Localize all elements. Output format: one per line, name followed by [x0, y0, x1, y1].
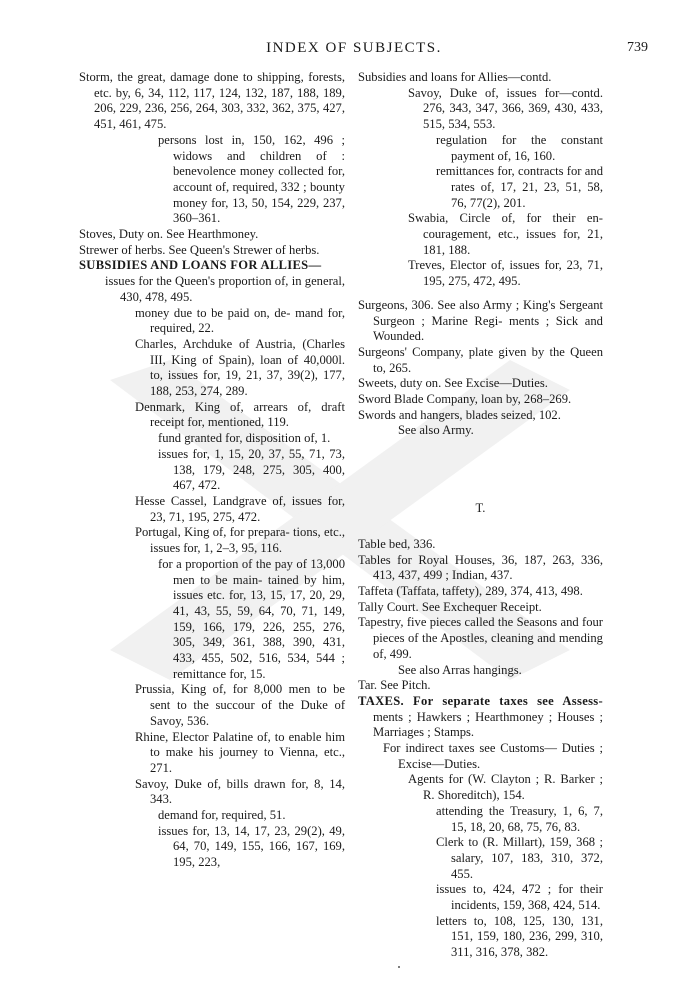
entry-subsidies-heading: SUBSIDIES AND LOANS FOR ALLIES—: [79, 258, 322, 273]
entry-prussia: Prussia, King of, for 8,000 men to be sent to the succour of the Duke of Savoy, 536.: [135, 682, 346, 728]
entry-savoy-issues-contd: Savoy, Duke of, issues for—contd. 276, 343, 347, 366, 369, 430, 433, 515, 534, 553.: [408, 85, 604, 132]
entry-table-bed: Table bed, 336.: [358, 536, 436, 551]
entry-storm-persons-lost: persons lost in, 150, 162, 496 ; widows and children of : benevolence money collected for, account of, required, 332 ; bounty money for, 13, 50, 154, 229, 237, 360–361.: [158, 132, 345, 226]
entry-savoy-remittances: remittances for, contracts for and rates of, 17, 21, 23, 51, 58, 76, 77(2), 201.: [436, 164, 603, 210]
entry-sweets: Sweets, duty on. See Excise—Duties.: [358, 376, 548, 391]
entry-surgeons: Surgeons, 306. See also Army ; King's Sergeant Surgeon ; Marine Regi- ments ; Sick and Wounded.: [358, 297, 603, 344]
entry-tapestry-see-also: See also Arras hangings.: [398, 662, 522, 677]
entry-portugal-pay: for a proportion of the pay of 13,000 men to be main- tained by him, issues etc. for, 13, 15, 17, 20, 29, 41, 43, 55, 59, 64, 70, 71, 149, 159, 166, 179, 226, 255, 276, 305, 349, 361, 388, 390, 431, 433, 455, 502, 516, 534, 544 ; remittance for, 15.: [158, 556, 345, 681]
page-header: [60, 40, 648, 58]
entry-taxes-letters: letters to, 108, 125, 130, 131, 151, 159, 180, 236, 299, 310, 311, 316, 378, 382.: [436, 913, 603, 960]
entry-swabia: Swabia, Circle of, for their en- couragement, etc., issues for, 21, 181, 188.: [408, 211, 603, 257]
entry-swords: Swords and hangers, blades seized, 102.: [358, 407, 561, 422]
entry-tar: Tar. See Pitch.: [358, 678, 431, 693]
entry-savoy-demand: demand for, required, 51.: [158, 808, 286, 823]
entry-subsidies-queen: issues for the Queen's proportion of, in general, 430, 478, 495.: [105, 274, 346, 304]
index-column-left: [79, 70, 345, 871]
entry-surgeons-company: Surgeons' Company, plate given by the Queen to, 265.: [358, 344, 603, 375]
entry-strewer: Strewer of herbs. See Queen's Strewer of herbs.: [79, 242, 320, 257]
entry-taxes-attending: attending the Treasury, 1, 6, 7, 15, 18, 20, 68, 75, 76, 83.: [436, 803, 603, 834]
entry-savoy-regulation: regulation for the constant payment of, 16, 160.: [436, 132, 603, 163]
entry-savoy-issues: issues for, 13, 14, 17, 23, 29(2), 49, 64, 70, 149, 155, 166, 167, 169, 195, 223,: [158, 823, 345, 870]
entry-charles: Charles, Archduke of Austria, (Charles III, King of Spain), loan of 40,000l. to, issues for, 19, 21, 37, 39(2), 177, 188, 253, 274, 289.: [135, 336, 345, 399]
page-mark: [398, 966, 400, 968]
continuation-heading: Subsidies and loans for Allies—contd.: [358, 70, 552, 84]
entry-taxes-agents: Agents for (W. Clayton ; R. Barker ; R. Shoreditch), 154.: [408, 772, 603, 803]
entry-subsidies-money-due: money due to be paid on, de- mand for, required, 22.: [135, 305, 345, 336]
entry-portugal: Portugal, King of, for prepara- tions, etc., issues for, 1, 2–3, 95, 116.: [135, 525, 346, 556]
page-number: 739: [627, 40, 648, 55]
entry-denmark-fund: fund granted for, disposition of, 1.: [158, 431, 331, 446]
entry-tables: Tables for Royal Houses, 36, 187, 263, 336, 413, 437, 499 ; Indian, 437.: [358, 552, 603, 583]
entry-sword-blade: Sword Blade Company, loan by, 268–269.: [358, 392, 572, 407]
index-column-right: [358, 70, 603, 961]
entry-savoy: Savoy, Duke of, bills drawn for, 8, 14, 343.: [135, 776, 345, 807]
entry-taxes-indirect: For indirect taxes see Customs— Duties ; Excise—Duties.: [383, 741, 603, 771]
entry-swords-see-also: See also Army.: [398, 423, 474, 438]
entry-taxes-issues: issues to, 424, 472 ; for their incidents, 159, 368, 424, 514.: [436, 882, 604, 913]
page-title: INDEX OF SUBJECTS.: [266, 40, 442, 56]
section-letter-t: T.: [475, 501, 486, 516]
spacer: [358, 290, 603, 298]
entry-taxes-clerk: Clerk to (R. Millart), 159, 368 ; salary, 107, 183, 310, 372, 455.: [436, 835, 603, 881]
entry-storm: Storm, the great, damage done to shipping, forests, etc. by, 6, 34, 112, 117, 124, 132, 187, 188, 189, 206, 229, 236, 256, 264, 303, 332, 362, 375, 427, 451, 461, 475.: [79, 70, 346, 132]
entry-hesse-cassel: Hesse Cassel, Landgrave of, issues for, 23, 71, 195, 275, 472.: [135, 493, 345, 524]
entry-stoves: Stoves, Duty on. See Hearthmoney.: [79, 227, 259, 242]
entry-denmark: Denmark, King of, arrears of, draft receipt for, mentioned, 119.: [135, 399, 345, 430]
entry-taffeta: Taffeta (Taffata, taffety), 289, 374, 413, 498.: [358, 583, 583, 598]
entry-taxes: TAXES. For separate taxes see Assess- ments ; Hawkers ; Hearthmoney ; Houses ; Marriages ; Stamps.: [358, 693, 603, 740]
entry-rhine: Rhine, Elector Palatine of, to enable him to make his journey to Vienna, etc., 271.: [135, 729, 346, 775]
entry-denmark-issues: issues for, 1, 15, 20, 37, 55, 71, 73, 138, 179, 248, 275, 305, 400, 467, 472.: [158, 446, 345, 493]
spacer: [358, 439, 603, 501]
entry-tally-court: Tally Court. See Exchequer Receipt.: [358, 599, 542, 614]
spacer: [358, 517, 603, 537]
entry-tapestry: Tapestry, five pieces called the Seasons and four pieces of the Apostles, cleaning and mending of, 499.: [358, 615, 603, 661]
entry-treves: Treves, Elector of, issues for, 23, 71, 195, 275, 472, 495.: [408, 258, 603, 289]
